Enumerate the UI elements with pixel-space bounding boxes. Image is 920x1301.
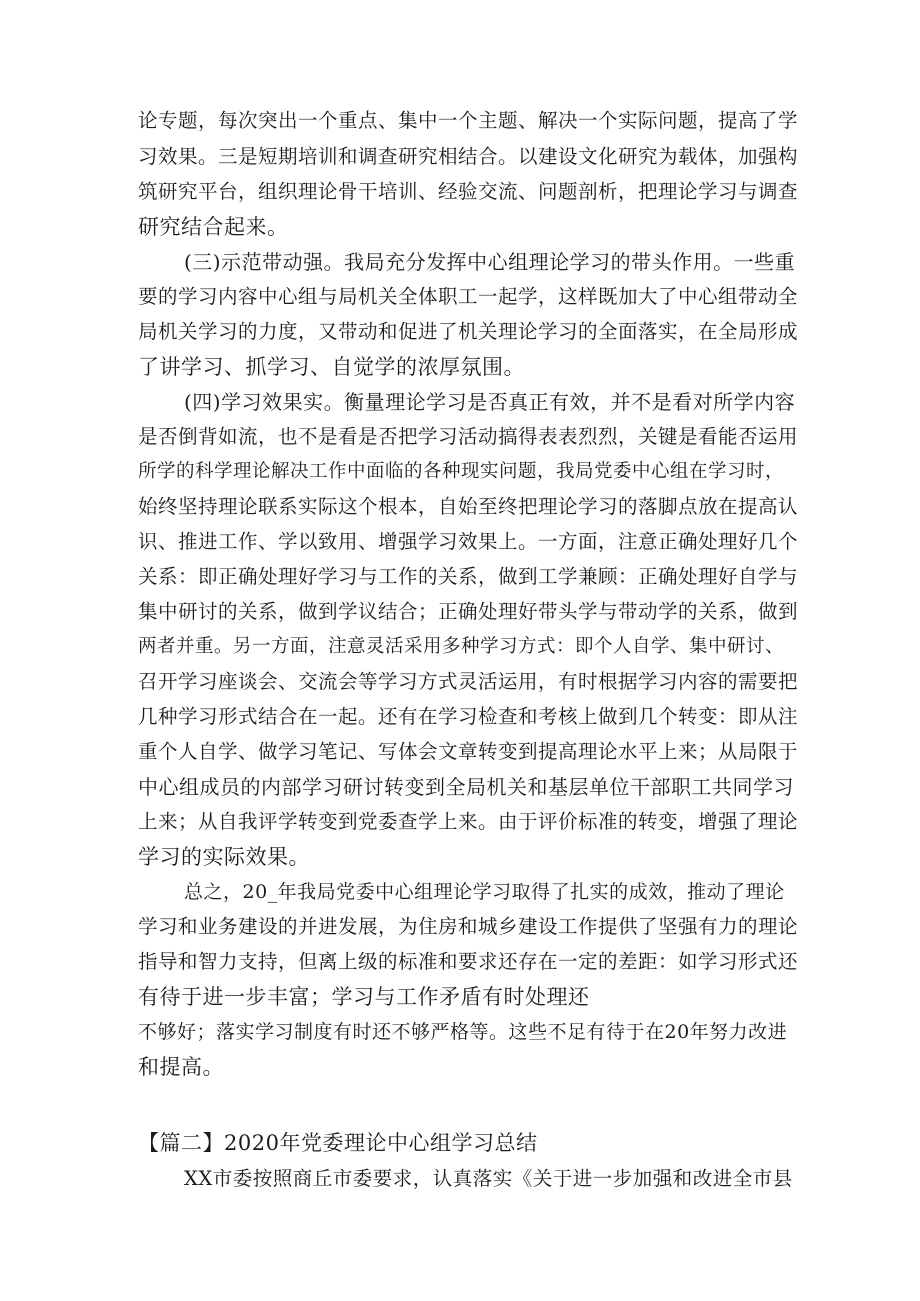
text-line: 指导和智力支持，但离上级的标准和要求还存在一定的差距：如学习形式还 <box>138 950 799 973</box>
text-line: 始终坚持理论联系实际这个根本，自始至终把理论学习的落脚点放在提高认 <box>138 495 799 518</box>
section-heading: 【篇二】2020年党委理论中心组学习总结 <box>138 1131 538 1155</box>
text-line: 筑研究平台，组织理论骨干培训、经验交流、问题剖析，把理论学习与调查 <box>138 180 799 203</box>
text-line: 要的学习内容中心组与局机关全体职工一起学，这样既加大了中心组带动全 <box>138 285 799 308</box>
paragraph-start: XX市委按照商丘市委要求，认真落实《关于进一步加强和改进全市县 <box>184 1167 793 1190</box>
text-line: 召开学习座谈会、交流会等学习方式灵活运用，有时根据学习内容的需要把 <box>138 670 799 693</box>
text-line: 局机关学习的力度，又带动和促进了机关理论学习的全面落实，在全局形成 <box>138 320 799 343</box>
text-line: 有待于进一步丰富；学习与工作矛盾有时处理还 <box>138 985 590 1009</box>
text-line: 习效果。三是短期培训和调查研究相结合。以建设文化研究为载体，加强构 <box>138 145 799 168</box>
paragraph-start: (三)示范带动强。我局充分发挥中心组理论学习的带头作用。一些重 <box>184 250 796 274</box>
text-line: 不够好；落实学习制度有时还不够严格等。这些不足有待于在20年努力改进 <box>138 1021 788 1043</box>
text-line: 研究结合起来。 <box>138 215 289 239</box>
text-line: 是否倒背如流，也不是看是否把学习活动搞得表表烈烈，关键是看能否运用 <box>138 425 799 448</box>
text-line: 论专题，每次突出一个重点、集中一个主题、解决一个实际问题，提高了学 <box>138 109 799 132</box>
paragraph-start: 总之，20_年我局党委中心组理论学习取得了扎实的成效，推动了理论 <box>184 881 785 903</box>
text-line: 关系：即正确处理好学习与工作的关系，做到工学兼顾：正确处理好自学与 <box>138 565 799 588</box>
text-line: 和提高。 <box>138 1055 224 1079</box>
text-line: 上来；从自我评学转变到党委查学上来。由于评价标准的转变，增强了理论 <box>138 810 799 833</box>
text-line: 中心组成员的内部学习研讨转变到全局机关和基层单位干部职工共同学习 <box>138 775 794 799</box>
text-line: 几种学习形式结合在一起。还有在学习检查和考核上做到几个转变：即从注 <box>138 705 799 728</box>
text-line: 学习的实际效果。 <box>138 845 310 869</box>
text-line: 识、推进工作、学以致用、增强学习效果上。一方面，注意正确处理好几个 <box>138 530 799 553</box>
text-line: 两者并重。另一方面，注意灵活采用多种学习方式：即个人自学、集中研讨、 <box>138 636 785 657</box>
text-line: 所学的科学理论解决工作中面临的各种现实问题，我局党委中心组在学习时， <box>138 461 785 482</box>
text-line: 重个人自学、做学习笔记、写体会文章转变到提高理论水平上来；从局限于 <box>138 740 799 763</box>
text-line: 了讲学习、抓学习、自觉学的浓厚氛围。 <box>138 355 525 379</box>
text-line: 学习和业务建设的并进发展，为住房和城乡建设工作提供了坚强有力的理论 <box>138 915 799 938</box>
paragraph-start: (四)学习效果实。衡量理论学习是否真正有效，并不是看对所学内容 <box>184 390 796 414</box>
text-line: 集中研讨的关系，做到学议结合；正确处理好带头学与带动学的关系，做到 <box>138 600 799 623</box>
